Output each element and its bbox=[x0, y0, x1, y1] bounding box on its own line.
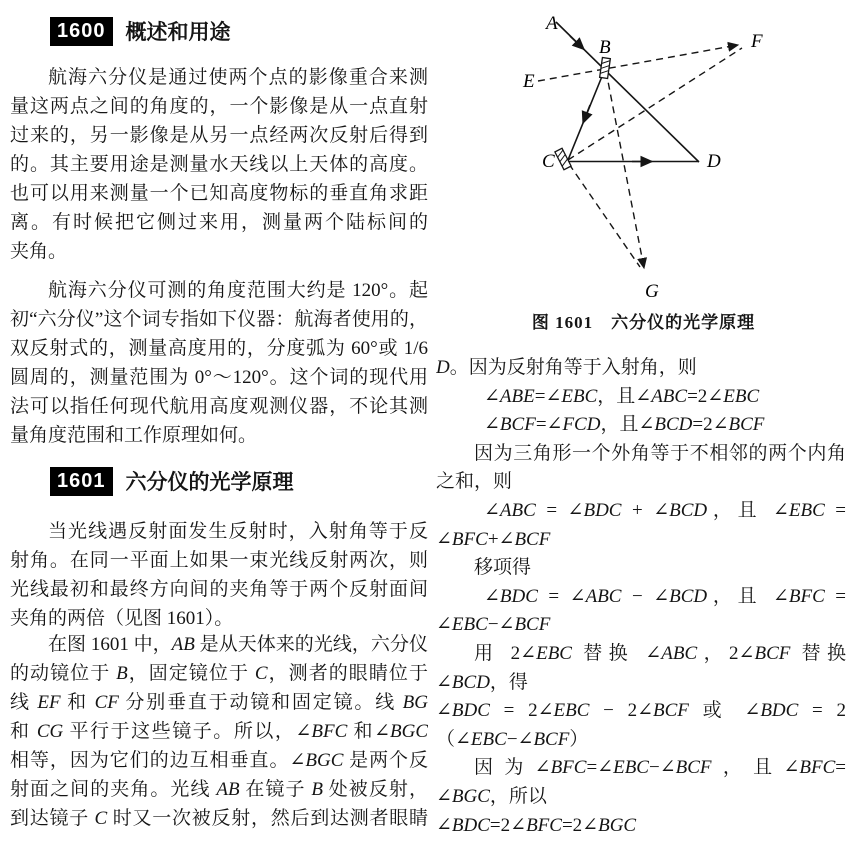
text-line: 和 CG 平行于这些镜子。所以，∠BFC 和∠BGC bbox=[10, 721, 428, 742]
text-line: 也可以用来测量一个已知高度物标的垂直角求距 bbox=[10, 183, 428, 204]
line-cf-dashed bbox=[568, 48, 742, 160]
point-label-g: G bbox=[645, 281, 659, 302]
section-header-1600 bbox=[50, 17, 231, 45]
paragraph bbox=[10, 276, 428, 450]
ray-bc-arrow bbox=[583, 105, 590, 123]
text-line: 在图 1601 中，AB 是从天体来的光线，六分仪 bbox=[48, 634, 428, 655]
point-label-a: A bbox=[546, 13, 558, 34]
section-number-badge: 1600 bbox=[50, 17, 113, 46]
text-line: （∠EBC−∠BCF） bbox=[436, 728, 589, 750]
text-line: 航海六分仪是通过使两个点的影像重合来测 bbox=[48, 67, 428, 88]
paragraph bbox=[10, 517, 428, 633]
section-header-1601 bbox=[50, 467, 294, 495]
text-line: ∠ABE=∠EBC，且∠ABC=2∠EBC bbox=[484, 385, 760, 407]
paragraph bbox=[10, 630, 428, 833]
text-line: 射角。在同一平面上如果一束光线反射两次，则 bbox=[10, 550, 428, 571]
figure-caption: 图 1601 六分仪的光学原理 bbox=[531, 313, 756, 332]
line-bg-dashed bbox=[606, 71, 644, 268]
line-cg-dashed bbox=[569, 164, 640, 267]
text-line: ∠BDC=2∠BFC=2∠BGC bbox=[436, 814, 637, 836]
text-line: ∠EBC−∠BCF bbox=[436, 614, 551, 636]
text-line: 因为三角形一个外角等于不相邻的两个内角 bbox=[474, 442, 846, 464]
text-line: 过来的，另一影像是从另一点经两次反射后得到 bbox=[10, 125, 428, 146]
point-label-f: F bbox=[751, 31, 763, 52]
text-line: ∠BFC+∠BCF bbox=[436, 528, 551, 550]
mirror-b-movable bbox=[600, 58, 611, 79]
text-line: 初“六分仪”这个词专指如下仪器：航海者使用的， bbox=[10, 309, 428, 330]
text-line: 量角度范围和工作原理如何。 bbox=[10, 425, 258, 446]
text-line: 因为∠BFC=∠EBC−∠BCF，且∠BFC= bbox=[474, 757, 846, 779]
paragraph bbox=[10, 63, 428, 266]
left-column bbox=[10, 16, 428, 844]
text-line: 法可以指任何现代航用高度观测仪器，不论其测 bbox=[10, 396, 428, 417]
section-title: 六分仪的光学原理 bbox=[125, 470, 294, 494]
right-column bbox=[436, 354, 846, 840]
ray-ab-arrow bbox=[570, 36, 584, 49]
text-line: ∠ABC = ∠BDC + ∠BCD，且 ∠EBC = bbox=[484, 499, 846, 521]
text-line: 线 EF 和 CF 分别垂直于动镜和固定镜。线 BG bbox=[10, 692, 428, 713]
text-line: 航海六分仪可测的角度范围大约是 120°。起 bbox=[48, 280, 428, 301]
text-line: ∠BCD，得 bbox=[436, 671, 528, 693]
text-line: D。因为反射角等于入射角，则 bbox=[436, 357, 697, 378]
text-line: ∠BGC，所以 bbox=[436, 785, 547, 807]
text-line: 夹角的两倍（见图 1601）。 bbox=[10, 608, 234, 629]
text-line: 用 2∠EBC 替换 ∠ABC，2∠BCF 替换 bbox=[474, 642, 846, 664]
section-title: 概述和用途 bbox=[125, 20, 231, 44]
text-line: 之和，则 bbox=[436, 471, 513, 493]
point-label-c: C bbox=[542, 151, 555, 172]
text-line: 的动镜位于 B，固定镜位于 C，测者的眼睛位于 bbox=[10, 663, 428, 684]
text-line: ∠BCF=∠FCD，且∠BCD=2∠BCF bbox=[484, 414, 765, 436]
section-number-badge: 1601 bbox=[50, 467, 113, 496]
text-line: 光线最初和最终方向间的夹角等于两个反射面间 bbox=[10, 579, 428, 600]
text-line: 双反射式的，测量高度用的，分度弧为 60°或 1/6 bbox=[10, 338, 428, 359]
line-ebf-dashed bbox=[538, 45, 738, 81]
point-label-e: E bbox=[523, 71, 535, 92]
sextant-optics-diagram bbox=[430, 0, 857, 305]
text-line: 到达镜子 C 时又一次被反射，然后到达测者眼睛 bbox=[10, 808, 428, 829]
text-line: ∠BDC = ∠ABC − ∠BCD，且 ∠BFC = bbox=[484, 585, 846, 607]
point-label-b: B bbox=[599, 37, 611, 58]
text-line: 的。其主要用途是测量水天线以上天体的高度。 bbox=[10, 154, 428, 175]
text-line: 射面之间的夹角。光线 AB 在镜子 B 处被反射， bbox=[10, 779, 428, 800]
text-line: 当光线遇反射面发生反射时，入射角等于反 bbox=[48, 521, 428, 542]
text-line: 夹角。 bbox=[10, 241, 68, 262]
text-line: 圆周的，测量范围为 0°～120°。这个词的现代用 bbox=[10, 367, 428, 388]
figure-1601 bbox=[430, 0, 857, 345]
text-line: 离。有时候把它侧过来用，测量两个陆标间的 bbox=[10, 212, 428, 233]
text-line: 量这两点之间的角度的，一个影像是从一点直射 bbox=[10, 96, 428, 117]
text-line: 移项得 bbox=[474, 557, 532, 579]
text-line: 相等，因为它们的边互相垂直。∠BGC 是两个反 bbox=[10, 750, 428, 771]
text-line: ∠BDC = 2∠EBC − 2∠BCF 或 ∠BDC = 2 bbox=[436, 700, 846, 722]
point-label-d: D bbox=[707, 151, 721, 172]
